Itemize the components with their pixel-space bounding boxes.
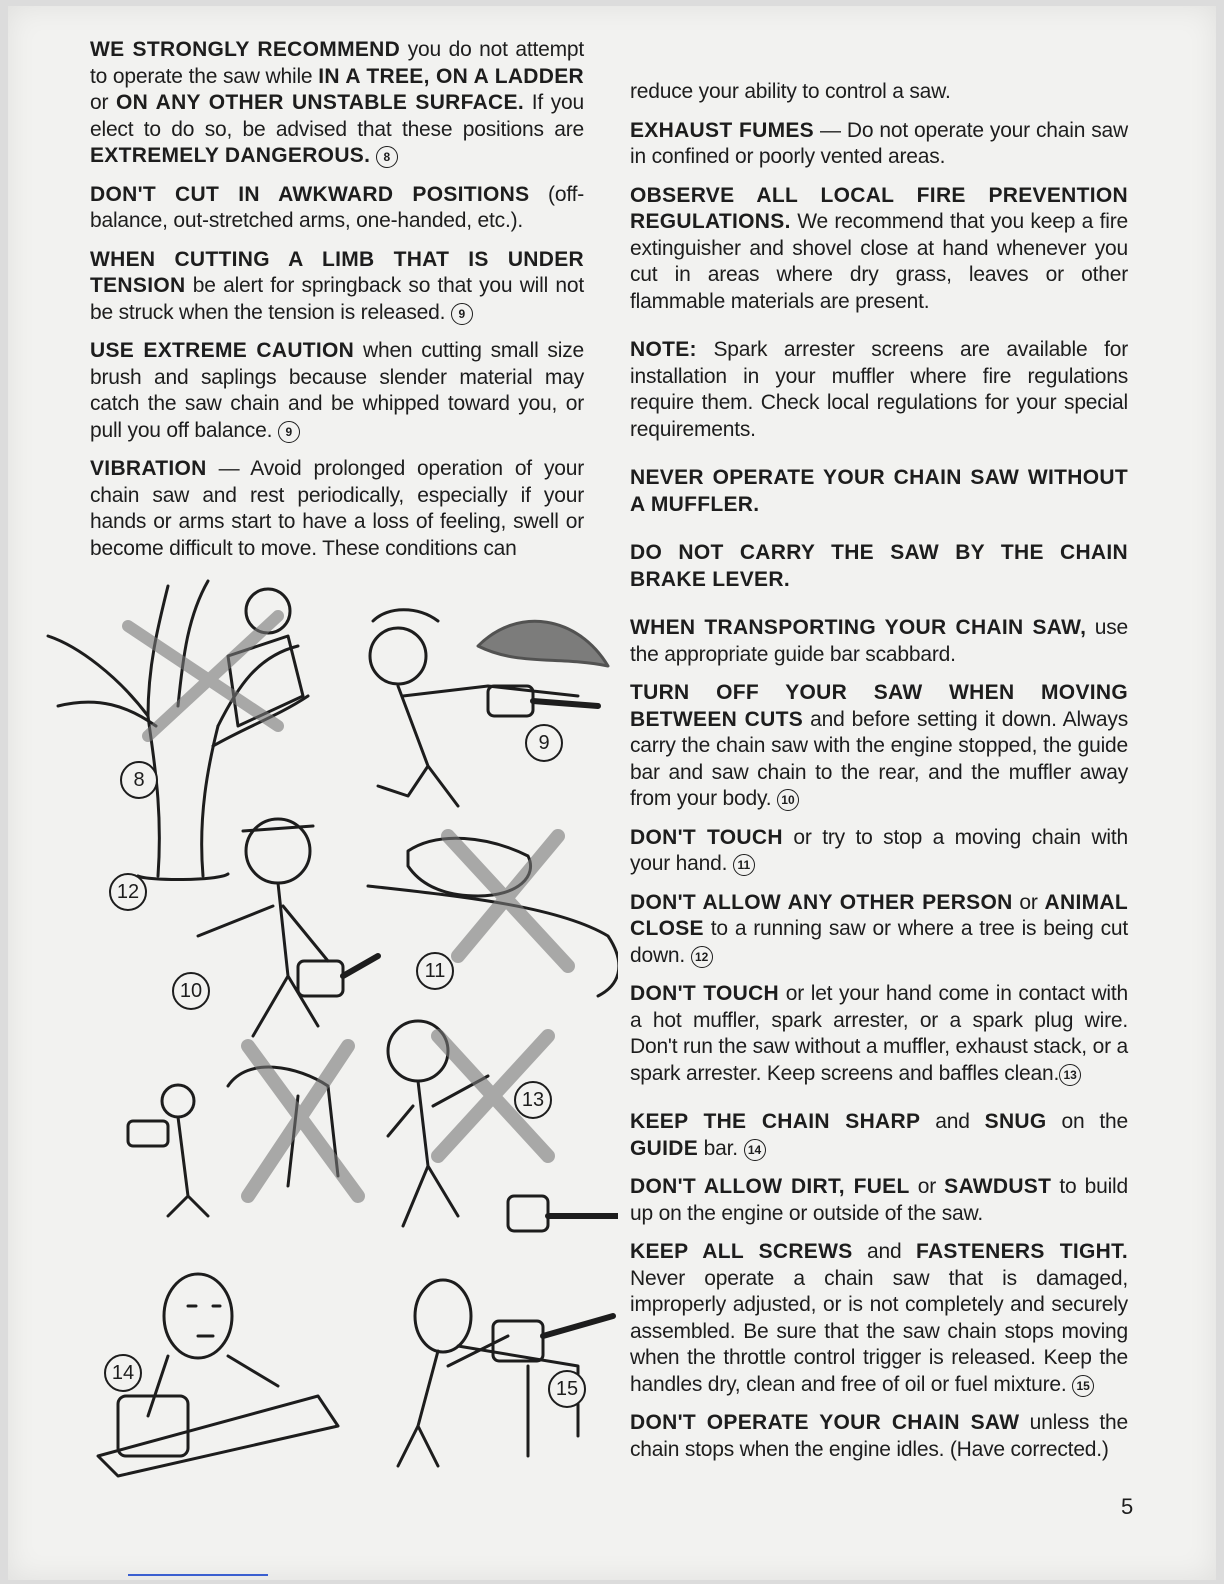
figure-label-12: 12 xyxy=(109,873,147,911)
hand-on-chain-drawing xyxy=(368,836,618,996)
bold-heading-text: WHEN TRANSPORTING YOUR CHAIN SAW, xyxy=(630,616,1087,639)
bold-heading-text: WHEN CUTTING A LIMB THAT IS UNDER TENSION xyxy=(90,247,584,297)
right-column xyxy=(630,79,1128,1475)
right-paragraph xyxy=(630,890,1128,970)
bold-heading-text: DON'T ALLOW DIRT, FUEL xyxy=(630,1175,910,1198)
right-paragraph xyxy=(630,1239,1128,1398)
right-paragraph xyxy=(630,540,1128,593)
tree-drawing xyxy=(48,581,308,880)
body-text: to a running saw or where a tree is being cut down. xyxy=(630,917,1128,967)
figure-label-9: 9 xyxy=(525,724,563,762)
figure-reference: 9 xyxy=(451,303,473,325)
bold-heading-text: GUIDE xyxy=(630,1136,699,1160)
right-paragraph xyxy=(630,118,1128,171)
body-text: on the xyxy=(1046,1110,1128,1133)
body-text: bar. xyxy=(698,1136,744,1160)
left-paragraph xyxy=(90,247,584,327)
body-text: Spark arrester screens are available for installation in your muffler where fire regulations require them. Check local regulations for your special requirements. xyxy=(630,338,1128,441)
figure-reference: 9 xyxy=(278,421,300,443)
page-number: 5 xyxy=(1121,1494,1134,1519)
safety-illustrations xyxy=(38,576,618,1496)
body-text: (off-balance, out-stretched arms, one-handed, etc.). xyxy=(90,182,584,232)
body-text: If you elect to do so, be advised that these positions are xyxy=(90,91,584,141)
body-text: or try to stop a moving chain with your hand. xyxy=(630,825,1128,875)
springback-drawing xyxy=(370,610,608,806)
figure-label-15: 15 xyxy=(548,1370,586,1408)
left-paragraph xyxy=(90,456,584,562)
right-paragraph xyxy=(630,1174,1128,1227)
manual-page xyxy=(8,6,1216,1580)
bold-heading-text: DON'T OPERATE YOUR CHAIN SAW xyxy=(630,1411,1020,1434)
body-text: and before setting it down. Always carry the chain saw with the engine stopped, the guide bar and saw chain to the rear, and the muffler away from your body. xyxy=(630,707,1129,810)
bold-heading-text: WE STRONGLY RECOMMEND xyxy=(90,38,401,61)
touching-muffler-drawing xyxy=(388,1021,618,1231)
bold-heading-text: EXTREMELY DANGEROUS. xyxy=(90,144,371,167)
body-text: when cutting small size brush and saplings because slender material may catch the saw chain and be whipped toward you, or pull you off balance. xyxy=(90,339,584,442)
figure-label-14: 14 xyxy=(104,1354,142,1392)
left-paragraph xyxy=(90,37,584,170)
figure-label-10: 10 xyxy=(172,972,210,1010)
figure-reference: 14 xyxy=(744,1139,766,1161)
bold-heading-text: FASTENERS TIGHT. xyxy=(915,1240,1128,1263)
person-and-dog-drawing xyxy=(128,1046,358,1216)
left-column xyxy=(90,37,584,574)
figure-reference: 11 xyxy=(733,854,755,876)
body-text: or xyxy=(1012,890,1045,914)
right-paragraph xyxy=(630,981,1128,1087)
right-paragraph xyxy=(630,615,1128,668)
figure-reference: 13 xyxy=(1059,1064,1081,1086)
body-text: — Avoid prolonged operation of your chain saw and rest periodically, especially if your hands or arms start to have a loss of feeling, swell or become difficult to move. These conditions can xyxy=(90,457,584,560)
bold-heading-text: KEEP THE CHAIN SHARP xyxy=(630,1110,921,1133)
right-paragraph xyxy=(630,680,1128,813)
bold-heading-text: TURN OFF YOUR SAW WHEN MOVING BETWEEN CUTS xyxy=(630,681,1128,731)
left-paragraph xyxy=(90,182,584,235)
right-paragraph xyxy=(630,825,1128,878)
right-paragraph xyxy=(630,183,1128,316)
bench-saw-drawing xyxy=(398,1280,613,1466)
body-text: to build up on the engine or outside of the saw. xyxy=(630,1175,1128,1225)
bold-heading-text: IN A TREE, ON A LADDER xyxy=(318,64,584,88)
bold-heading-text: KEEP ALL SCREWS xyxy=(630,1240,853,1263)
body-text: reduce your ability to control a saw. xyxy=(630,80,951,103)
figure-reference: 10 xyxy=(777,789,799,811)
body-text: you do not attempt to operate the saw while xyxy=(90,38,584,88)
body-text: We recommend that you keep a fire extinguisher and shovel close at hand whenever you cut in areas where dry grass, leaves or other flammable materials are present. xyxy=(630,210,1128,313)
bold-heading-text: NEVER OPERATE YOUR CHAIN SAW WITHOUT A MUFFLER. xyxy=(630,466,1128,516)
body-text: and xyxy=(920,1110,985,1133)
body-text: Never operate a chain saw that is damaged, improperly adjusted, or is not completely and securely assembled. Be sure that the saw chain stops moving when the throttle control trigger is released. Keep the handles dry, clean and free of oil or fuel mixture. xyxy=(630,1266,1128,1396)
bold-heading-text: USE EXTREME CAUTION xyxy=(90,339,355,362)
bold-heading-text: DON'T TOUCH xyxy=(630,825,783,849)
figure-label-11: 11 xyxy=(416,952,454,990)
figure-label-13: 13 xyxy=(514,1081,552,1119)
bold-heading-text: EXHAUST FUMES xyxy=(630,118,814,142)
figure-label-8: 8 xyxy=(120,761,158,799)
bold-heading-text: SNUG xyxy=(984,1110,1047,1133)
bold-heading-text: ANIMAL CLOSE xyxy=(630,890,1128,940)
right-paragraph xyxy=(630,1410,1128,1463)
link-underline xyxy=(128,1574,268,1576)
body-text: or let your hand come in contact with a hot muffler, spark arrester, or a spark plug wire. Don't run the saw without a muffler, exhaust stack, or a spark arrester. Keep screens and baffles clean. xyxy=(630,982,1128,1085)
right-paragraph xyxy=(630,465,1128,518)
figure-reference: 12 xyxy=(691,946,713,968)
body-text: use the appropriate guide bar scabbard. xyxy=(630,616,1128,666)
right-paragraph xyxy=(630,337,1128,443)
body-text: or xyxy=(909,1175,945,1198)
bold-heading-text: DON'T ALLOW ANY OTHER PERSON xyxy=(630,890,1013,914)
figure-reference: 8 xyxy=(376,146,398,168)
body-text: be alert for springback so that you will not be struck when the tension is released. xyxy=(90,274,584,324)
bold-heading-text: DON'T CUT IN AWKWARD POSITIONS xyxy=(90,182,530,206)
figure-reference: 15 xyxy=(1072,1375,1094,1397)
bold-heading-text: VIBRATION xyxy=(90,457,207,480)
right-paragraph xyxy=(630,79,1128,106)
body-text: — Do not operate your chain saw in confined or poorly vented areas. xyxy=(630,118,1128,168)
carrying-saw-drawing xyxy=(198,819,378,1036)
bold-heading-text: SAWDUST xyxy=(944,1175,1052,1198)
body-text: or xyxy=(90,91,117,114)
left-paragraph xyxy=(90,338,584,444)
bold-heading-text: DO NOT CARRY THE SAW BY THE CHAIN BRAKE LEVER. xyxy=(630,541,1128,591)
bold-heading-text: NOTE: xyxy=(630,338,697,361)
right-paragraph xyxy=(630,1109,1128,1162)
bold-heading-text: OBSERVE ALL LOCAL FIRE PREVENTION REGULATIONS. xyxy=(630,183,1128,233)
body-text: and xyxy=(852,1240,916,1263)
bold-heading-text: DON'T TOUCH xyxy=(630,982,779,1005)
bold-heading-text: ON ANY OTHER UNSTABLE SURFACE. xyxy=(116,91,524,114)
body-text: unless the chain stops when the engine idles. (Have corrected.) xyxy=(630,1411,1128,1461)
